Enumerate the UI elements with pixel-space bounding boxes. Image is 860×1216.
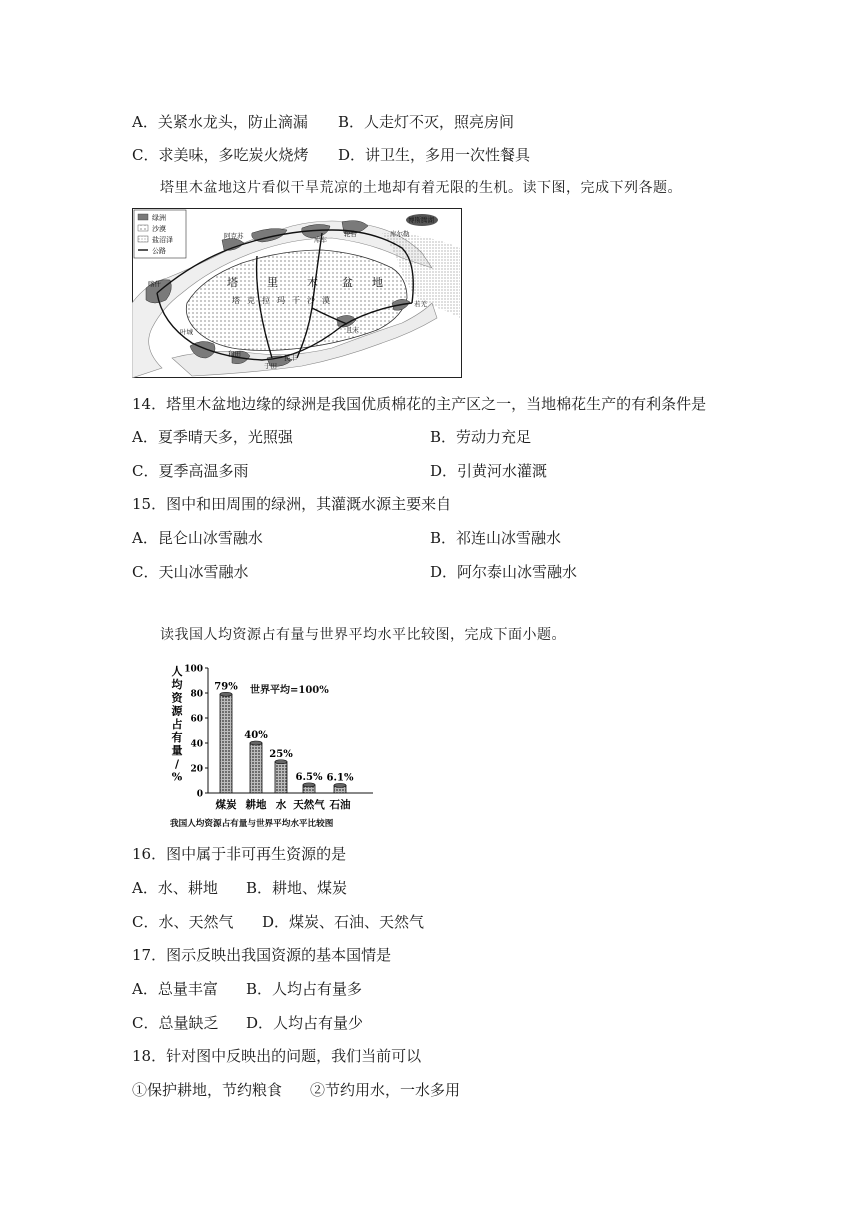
basin-char-2: 里 [267,276,278,289]
q17-stem: 17．图示反映出我国资源的基本国情是 [132,946,392,964]
category-label: 水 [275,799,287,811]
y-tick-label: 80 [190,689,203,700]
q17-option-b: B．人均占有量多 [246,980,363,998]
y-axis-label-char: 有 [171,731,183,744]
bar-cap [334,783,346,787]
bars [214,681,354,811]
category-label: 天然气 [293,799,325,811]
y-axis-label-char: % [171,770,183,784]
data-label: 40% [244,730,268,741]
chart-annotation: 世界平均=100% [250,685,329,696]
label-qiemo: 且末 [346,326,359,334]
basin-char-1: 塔 [227,276,238,289]
desert-char-2: 克 [247,296,255,305]
label-kuqa: 库车 [314,236,327,244]
tarim-basin-map [132,208,462,378]
map-legend [134,210,186,258]
q13-option-a: A．关紧水龙头，防止滴漏 [132,113,308,131]
q14-option-b: B．劳动力充足 [430,428,532,446]
y-axis-label-char: / [174,757,180,771]
y-axis-label-char: 均 [171,678,183,692]
bar [220,694,232,793]
q15-option-d: D．阿尔泰山冰雪融水 [430,563,578,581]
q14-option-a: A．夏季晴天多，光照强 [132,428,293,446]
q16-option-a: A．水、耕地 [132,879,218,897]
label-hotan: 和田 [228,350,241,358]
q16-stem: 16．图中属于非可再生资源的是 [132,845,347,863]
q18-stem: 18．针对图中反映出的问题，我们当前可以 [132,1047,422,1065]
y-ticks [184,665,208,800]
desert-char-4: 玛 [277,296,285,305]
y-tick-label: 100 [184,664,203,675]
legend-road: 公路 [152,247,166,255]
legend-oasis: 绿洲 [152,214,166,222]
bar [275,762,287,793]
q14-option-d: D．引黄河水灌溉 [430,462,548,480]
resource-comparison-chart [168,660,383,830]
y-tick-label: 60 [190,714,203,725]
basin-char-3: 木 [307,276,318,289]
y-axis-label [172,665,184,784]
category-label: 石油 [329,799,351,811]
q13-option-b: B．人走灯不灭，照亮房间 [338,113,515,131]
y-tick-label: 40 [190,739,203,750]
bar-cap [303,783,315,787]
q16-option-b: B．耕地、煤炭 [246,879,348,897]
q13-option-d: D．讲卫生，多用一次性餐具 [338,146,531,164]
category-label: 煤炭 [215,799,237,811]
q13-option-c: C．求美味，多吃炭火烧烤 [132,146,309,164]
data-label: 25% [269,748,293,760]
bar-cap [275,760,287,764]
q17-option-a: A．总量丰富 [132,980,218,998]
desert-char-7: 漠 [322,296,330,305]
label-yutian: 于田 [264,362,277,370]
label-yecheng: 叶城 [180,328,193,336]
intro-tarim: 塔里木盆地这片看似干旱荒凉的土地却有着无限的生机。读下图，完成下列各题。 [160,180,682,196]
y-axis-label-char: 源 [171,704,183,718]
bar-cap [220,692,232,696]
y-axis-label-char: 占 [171,717,183,731]
desert-char-5: 干 [292,296,300,305]
label-korla: 库尔勒 [390,230,410,238]
q15-option-b: B．祁连山冰雪融水 [430,529,562,547]
q15-option-a: A．昆仑山冰雪融水 [132,529,263,547]
y-axis-label-char: 量 [171,744,183,758]
q18-option-1: ①保护耕地，节约粮食 [132,1081,283,1099]
q16-option-c: C．水、天然气 [132,913,234,931]
q14-option-c: C．夏季高温多雨 [132,462,249,480]
legend-desert: 沙漠 [152,225,166,233]
q18-option-2: ②节约用水，一水多用 [310,1081,461,1099]
basin-char-4: 盆 [342,276,353,289]
bar-cap [250,741,262,745]
q17-option-c: C．总量缺乏 [132,1014,219,1032]
bar [250,743,262,793]
y-tick-label: 0 [196,789,203,800]
q14-stem: 14．塔里木盆地边缘的绿洲是我国优质棉花的主产区之一，当地棉花生产的有利条件是 [132,395,707,413]
legend-salt-marsh: 盐沼泽 [152,236,173,244]
q17-option-d: D．人均占有量少 [246,1014,364,1032]
y-axis-label-char: 人 [171,665,183,678]
desert-char-3: 拉 [262,296,270,305]
y-axis-label-char: 资 [171,691,183,705]
chart-caption: 我国人均资源占有量与世界平均水平比较图 [170,819,334,829]
intro-resources: 读我国人均资源占有量与世界平均水平比较图，完成下面小题。 [160,627,566,643]
label-minfeng: 民丰 [284,354,297,362]
y-tick-label: 20 [190,764,203,775]
desert-char-6: 沙 [307,296,315,305]
desert-char-1: 塔 [232,296,240,305]
data-label: 6.5% [295,771,323,783]
label-aksu: 阿克苏 [224,232,244,240]
label-kashgar: 喀什 [148,280,161,288]
data-label: 6.1% [326,772,354,784]
q16-option-d: D．煤炭、石油、天然气 [262,913,425,931]
label-ruoqiang: 若羌 [414,300,427,308]
label-bosten: 博斯腾湖 [408,216,434,224]
q15-stem: 15．图中和田周围的绿洲，其灌溉水源主要来自 [132,495,452,513]
category-label: 耕地 [245,799,267,811]
data-label: 79% [214,681,238,693]
basin-char-5: 地 [372,276,383,289]
label-luntai: 轮台 [344,230,357,238]
q15-option-c: C．天山冰雪融水 [132,563,249,581]
